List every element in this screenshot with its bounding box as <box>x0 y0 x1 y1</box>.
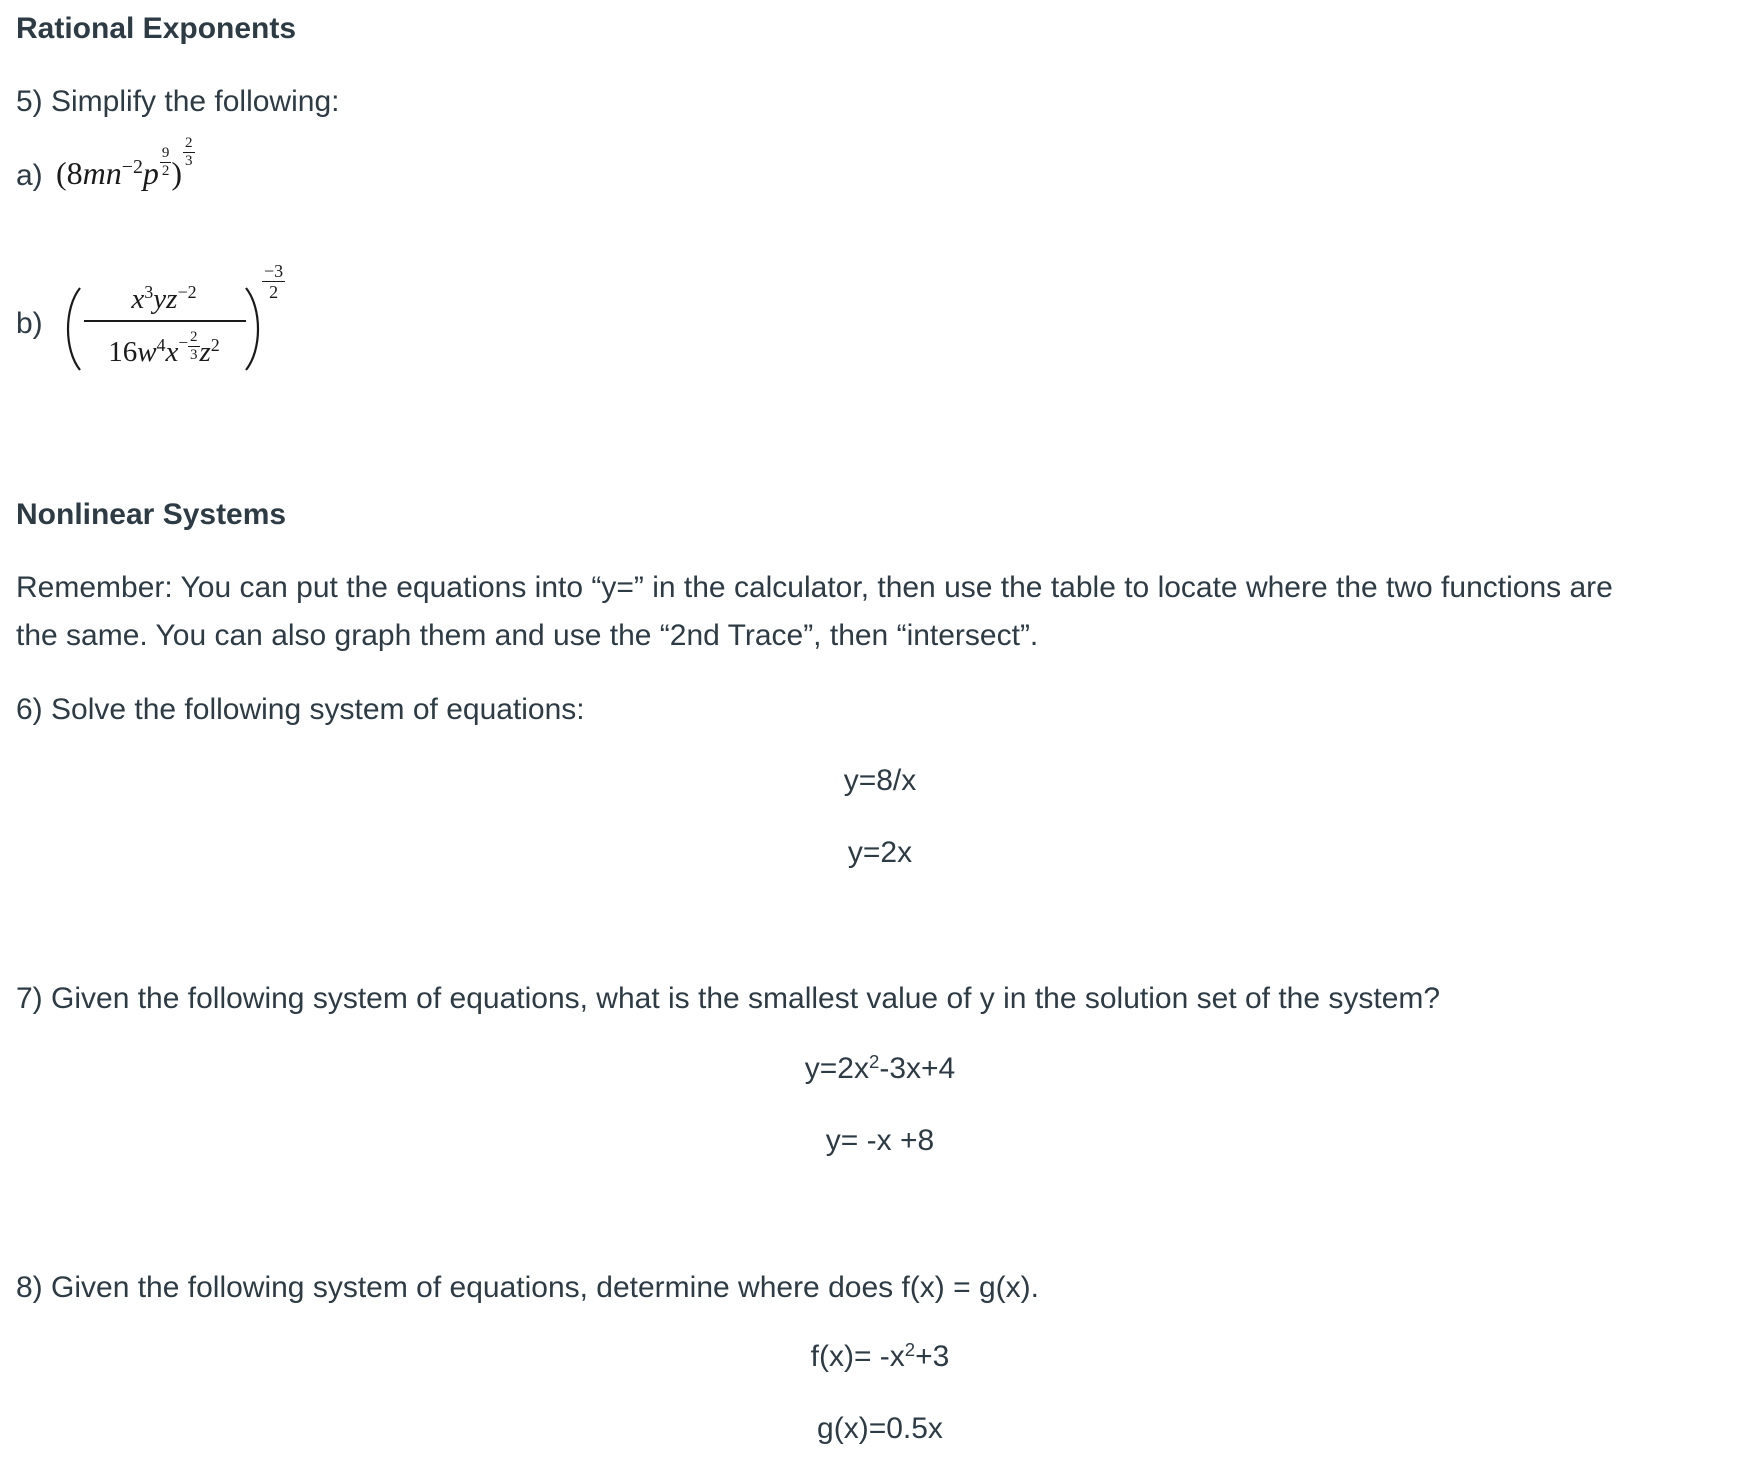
q5a-p-exp-den: 2 <box>161 163 170 180</box>
q5b-den-coef: 16 <box>108 336 138 368</box>
q7-equation-2: y= -x +8 <box>825 1124 935 1157</box>
q5a-open-paren: ( <box>56 155 67 191</box>
q5b-den-x-exp-num: 2 <box>190 328 198 345</box>
q5b-den-x-exp <box>188 330 200 363</box>
q6-equation-2: y=2x <box>847 836 913 869</box>
q5b-den-x-exp-sign: − <box>178 333 188 352</box>
q5b-den-w: w <box>137 336 157 368</box>
q6-prompt: 6) Solve the following system of equations: <box>16 693 585 726</box>
q5b-num-y: y <box>153 283 167 315</box>
remember-line-1: Remember: You can put the equations into “y=” in the calculator, then use the table to locate where the two functions are <box>16 571 1613 604</box>
q5b-num-z-exp: −2 <box>177 282 197 303</box>
remember-line-2: the same. You can also graph them and use the “2nd Trace”, then “intersect”. <box>16 619 1039 652</box>
q8-eq1-part-a: f(x)= -x <box>810 1340 905 1373</box>
q8-equation-1 <box>0 1340 1760 1374</box>
q5a-var-m: m <box>82 155 106 191</box>
q5a-expression <box>56 135 195 193</box>
q7-prompt: 7) Given the following system of equations, what is the smallest value of y in the solution set of the system? <box>16 982 1441 1015</box>
q6-equation-1: y=8/x <box>843 764 917 797</box>
q5a-outer-exp-num: 2 <box>185 135 193 152</box>
q5a-close-paren: ) <box>171 155 183 191</box>
q8-eq1-superscript: 2 <box>904 1338 916 1360</box>
q5a-p-exponent <box>160 146 172 179</box>
q5b-numerator <box>80 284 248 317</box>
q5b-num-x: x <box>131 283 145 315</box>
q5b-den-z-exp: 2 <box>210 335 220 356</box>
q7-equation-1 <box>0 1052 1760 1086</box>
q5b-outer-exponent <box>262 262 285 301</box>
q5b-fraction-bar <box>84 320 246 322</box>
q5a-p-exp-num: 9 <box>161 145 170 162</box>
remember-paragraph <box>16 564 1756 660</box>
q5a-var-p: p <box>142 155 159 191</box>
q5a-outer-exponent <box>183 136 195 169</box>
q7-eq1-part-b: -3x+4 <box>879 1052 956 1085</box>
q8-eq1-part-b: +3 <box>915 1340 950 1373</box>
q5b-num-z: z <box>166 283 178 315</box>
q5a-outer-exp-den: 3 <box>185 153 193 170</box>
q5a-var-n: n <box>105 155 122 191</box>
q8-prompt: 8) Given the following system of equations, determine where does f(x) = g(x). <box>16 1271 1039 1304</box>
q5-prompt: 5) Simplify the following: <box>16 85 340 118</box>
q5b-den-z: z <box>199 336 211 368</box>
q5b-outer-exp-num: −3 <box>264 261 284 281</box>
q5b-outer-exp-den: 2 <box>269 282 279 302</box>
q5a-coef: 8 <box>66 155 83 191</box>
heading-rational-exponents: Rational Exponents <box>16 12 297 45</box>
q5b-label: b) <box>16 307 43 340</box>
q5b-den-w-exp: 4 <box>156 335 166 356</box>
q7-eq1-part-a: y=2x <box>804 1052 869 1085</box>
q5b-denominator <box>80 328 248 374</box>
q8-equation-2: g(x)=0.5x <box>817 1412 943 1445</box>
q5b-den-x-exp-den: 3 <box>190 346 198 363</box>
q7-eq1-superscript: 2 <box>868 1050 880 1072</box>
q5b-num-x-exp: 3 <box>144 282 154 303</box>
q5a-label: a) <box>16 159 43 192</box>
heading-nonlinear-systems: Nonlinear Systems <box>16 498 287 531</box>
q5b-den-x: x <box>165 336 179 368</box>
q5a-n-exponent: −2 <box>121 156 143 179</box>
